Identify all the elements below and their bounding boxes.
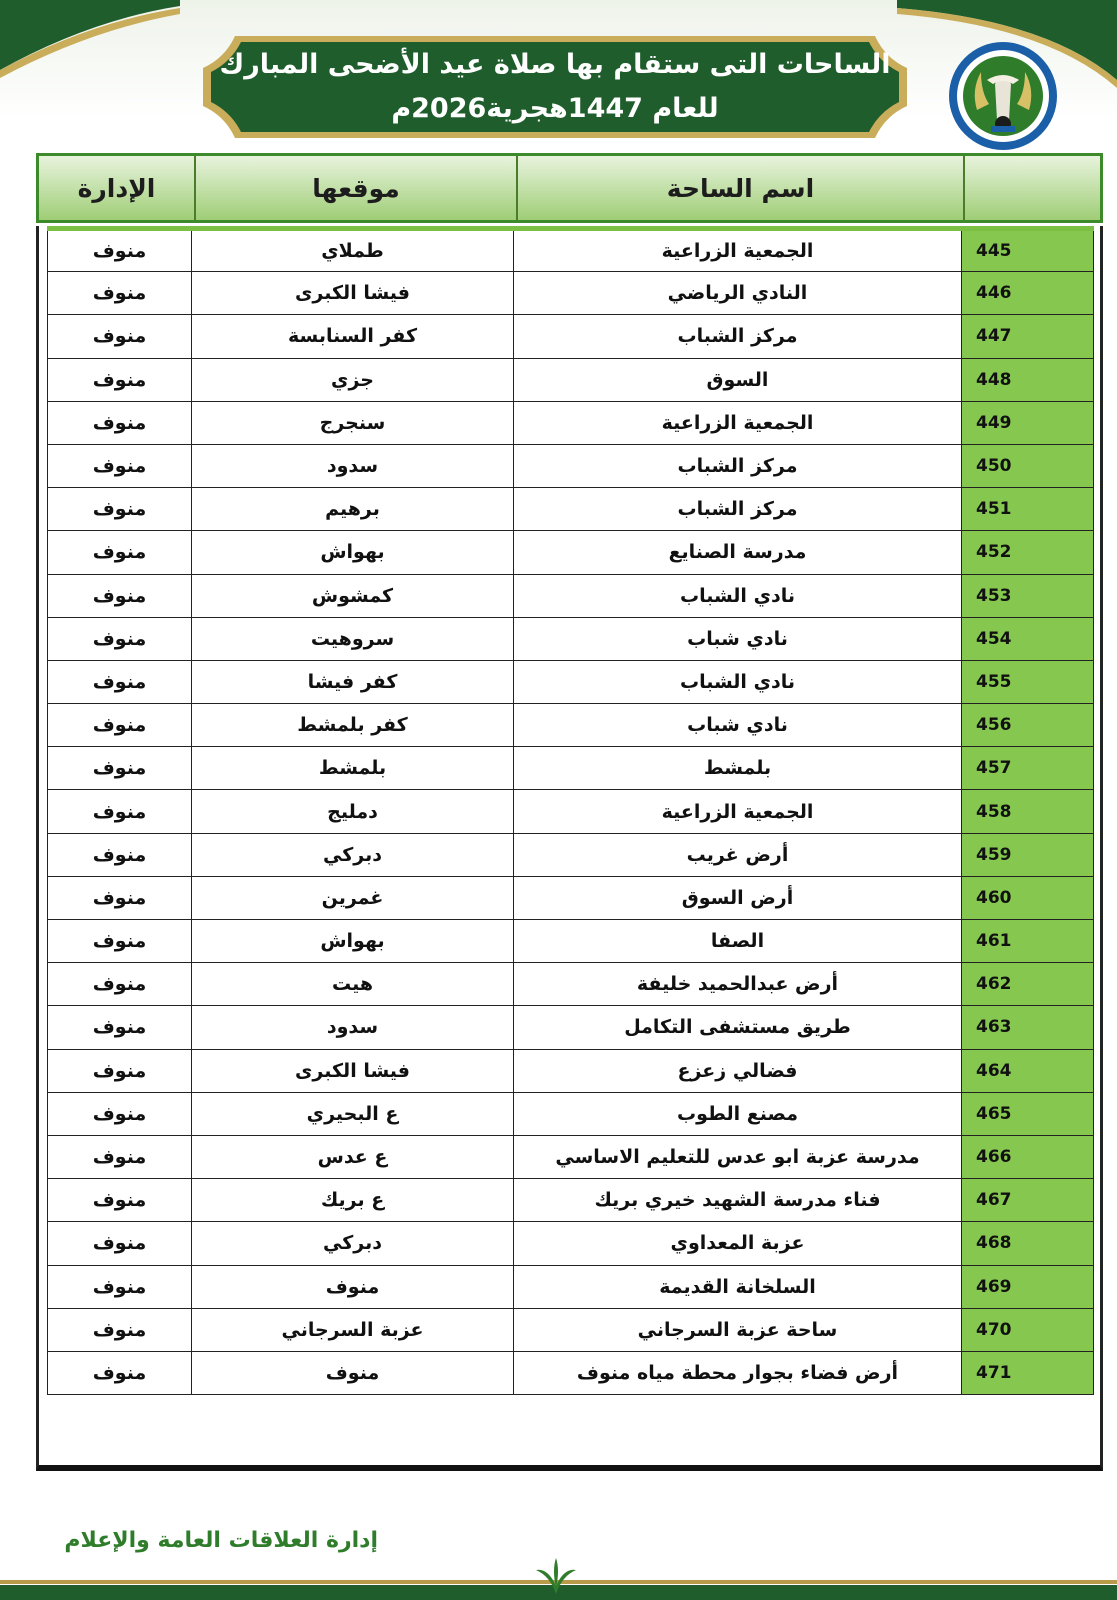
row-number: 456: [962, 704, 1094, 747]
row-administration: منوف: [48, 229, 192, 272]
leaf-ornament-icon: [528, 1556, 584, 1596]
row-number: 471: [962, 1351, 1094, 1394]
row-location: سنجرج: [192, 401, 514, 444]
row-name: فضالي زعزع: [514, 1049, 962, 1092]
table-row: [48, 790, 1094, 833]
row-name: نادي الشباب: [514, 660, 962, 703]
table-row: [48, 1222, 1094, 1265]
row-name: نادي شباب: [514, 704, 962, 747]
row-name: بلمشط: [514, 747, 962, 790]
row-number: 449: [962, 401, 1094, 444]
row-administration: منوف: [48, 833, 192, 876]
table-row: [48, 1179, 1094, 1222]
row-location: كمشوش: [192, 574, 514, 617]
row-number: 452: [962, 531, 1094, 574]
row-location: غمرين: [192, 876, 514, 919]
row-number: 460: [962, 876, 1094, 919]
row-name: السوق: [514, 358, 962, 401]
page-title: [215, 34, 895, 140]
row-administration: منوف: [48, 660, 192, 703]
row-location: سروهيت: [192, 617, 514, 660]
table-row: [48, 876, 1094, 919]
table-row: [48, 1351, 1094, 1394]
row-name: أرض غريب: [514, 833, 962, 876]
row-location: كفر بلمشط: [192, 704, 514, 747]
row-administration: منوف: [48, 1049, 192, 1092]
row-location: ع البحيري: [192, 1092, 514, 1135]
row-location: بهواش: [192, 531, 514, 574]
row-location: فيشا الكبرى: [192, 1049, 514, 1092]
row-name: الجمعية الزراعية: [514, 401, 962, 444]
row-name: السلخانة القديمة: [514, 1265, 962, 1308]
row-number: 451: [962, 488, 1094, 531]
row-administration: منوف: [48, 876, 192, 919]
row-number: 447: [962, 315, 1094, 358]
row-location: هيت: [192, 963, 514, 1006]
row-administration: منوف: [48, 1179, 192, 1222]
row-administration: منوف: [48, 574, 192, 617]
row-name: مدرسة عزبة ابو عدس للتعليم الاساسي: [514, 1135, 962, 1178]
row-administration: منوف: [48, 1006, 192, 1049]
row-location: جزي: [192, 358, 514, 401]
row-location: برهيم: [192, 488, 514, 531]
row-administration: منوف: [48, 617, 192, 660]
row-location: عزبة السرجاني: [192, 1308, 514, 1351]
table-row: [48, 272, 1094, 315]
table-row: [48, 444, 1094, 487]
row-number: 457: [962, 747, 1094, 790]
gold-swoosh-left-decoration: [0, 0, 180, 90]
row-number: 446: [962, 272, 1094, 315]
row-number: 461: [962, 920, 1094, 963]
table-row: [48, 747, 1094, 790]
table-row: [48, 1049, 1094, 1092]
row-administration: منوف: [48, 747, 192, 790]
row-name: عزبة المعداوي: [514, 1222, 962, 1265]
row-administration: منوف: [48, 444, 192, 487]
row-location: دبركي: [192, 833, 514, 876]
table-row: [48, 358, 1094, 401]
row-administration: منوف: [48, 963, 192, 1006]
row-name: مصنع الطوب: [514, 1092, 962, 1135]
table-row: [48, 617, 1094, 660]
row-name: أرض فضاء بجوار محطة مياه منوف: [514, 1351, 962, 1394]
table-row: [48, 1006, 1094, 1049]
table-row: [48, 401, 1094, 444]
row-number: 464: [962, 1049, 1094, 1092]
table-row: [48, 315, 1094, 358]
table-row: [48, 1265, 1094, 1308]
row-location: سدود: [192, 1006, 514, 1049]
row-number: 458: [962, 790, 1094, 833]
row-administration: منوف: [48, 920, 192, 963]
row-number: 448: [962, 358, 1094, 401]
table-row: [48, 704, 1094, 747]
row-name: أرض السوق: [514, 876, 962, 919]
row-location: دبركي: [192, 1222, 514, 1265]
table-header: [36, 153, 1103, 223]
table-row: [48, 1308, 1094, 1351]
row-number: 468: [962, 1222, 1094, 1265]
row-administration: منوف: [48, 358, 192, 401]
row-name: مدرسة الصنايع: [514, 531, 962, 574]
row-number: 453: [962, 574, 1094, 617]
row-number: 463: [962, 1006, 1094, 1049]
row-location: كفر فيشا: [192, 660, 514, 703]
row-name: طريق مستشفى التكامل: [514, 1006, 962, 1049]
header-number: [963, 156, 1100, 220]
row-number: 454: [962, 617, 1094, 660]
row-name: أرض عبدالحميد خليفة: [514, 963, 962, 1006]
row-administration: منوف: [48, 790, 192, 833]
table-row: [48, 833, 1094, 876]
title-line-1: الساحات التى ستقام بها صلاة عيد الأضحى المبارك: [219, 49, 891, 80]
row-number: 470: [962, 1308, 1094, 1351]
row-number: 445: [962, 229, 1094, 272]
title-line-2: للعام 1447هجرية2026م: [391, 93, 719, 124]
row-name: مركز الشباب: [514, 315, 962, 358]
table-row: [48, 488, 1094, 531]
row-administration: منوف: [48, 315, 192, 358]
table-row: [48, 1135, 1094, 1178]
row-location: ع عدس: [192, 1135, 514, 1178]
row-name: نادي الشباب: [514, 574, 962, 617]
row-name: الصفا: [514, 920, 962, 963]
row-location: دمليج: [192, 790, 514, 833]
row-location: كفر السنابسة: [192, 315, 514, 358]
row-number: 467: [962, 1179, 1094, 1222]
header-name: اسم الساحة: [516, 156, 963, 220]
row-administration: منوف: [48, 488, 192, 531]
row-name: نادي شباب: [514, 617, 962, 660]
table-row: [48, 963, 1094, 1006]
row-name: فناء مدرسة الشهيد خيري بريك: [514, 1179, 962, 1222]
row-location: سدود: [192, 444, 514, 487]
table-row: [48, 574, 1094, 617]
header-location: موقعها: [194, 156, 516, 220]
squares-table: [47, 226, 1094, 1395]
row-name: مركز الشباب: [514, 444, 962, 487]
row-administration: منوف: [48, 1135, 192, 1178]
row-administration: منوف: [48, 1265, 192, 1308]
table-row: [48, 1092, 1094, 1135]
row-location: منوف: [192, 1265, 514, 1308]
row-number: 455: [962, 660, 1094, 703]
row-name: الجمعية الزراعية: [514, 790, 962, 833]
table-row: [48, 920, 1094, 963]
row-location: فيشا الكبرى: [192, 272, 514, 315]
table-row: [48, 531, 1094, 574]
row-number: 450: [962, 444, 1094, 487]
row-name: مركز الشباب: [514, 488, 962, 531]
row-administration: منوف: [48, 531, 192, 574]
table-row: [48, 660, 1094, 703]
row-location: ع بريك: [192, 1179, 514, 1222]
row-administration: منوف: [48, 1308, 192, 1351]
row-location: بلمشط: [192, 747, 514, 790]
row-administration: منوف: [48, 272, 192, 315]
row-number: 466: [962, 1135, 1094, 1178]
row-number: 462: [962, 963, 1094, 1006]
row-number: 465: [962, 1092, 1094, 1135]
header-administration: الإدارة: [77, 173, 156, 203]
row-administration: منوف: [48, 1092, 192, 1135]
footer-department: إدارة العلاقات العامة والإعلام: [64, 1528, 378, 1553]
row-name: النادي الرياضي: [514, 272, 962, 315]
row-location: منوف: [192, 1351, 514, 1394]
row-number: 469: [962, 1265, 1094, 1308]
row-administration: منوف: [48, 704, 192, 747]
table-row: [48, 229, 1094, 272]
row-name: ساحة عزبة السرجاني: [514, 1308, 962, 1351]
row-number: 459: [962, 833, 1094, 876]
row-location: بهواش: [192, 920, 514, 963]
row-name: الجمعية الزراعية: [514, 229, 962, 272]
row-administration: منوف: [48, 1351, 192, 1394]
row-location: طملاي: [192, 229, 514, 272]
row-administration: منوف: [48, 1222, 192, 1265]
eagle-emblem-icon: [947, 40, 1059, 152]
row-administration: منوف: [48, 401, 192, 444]
